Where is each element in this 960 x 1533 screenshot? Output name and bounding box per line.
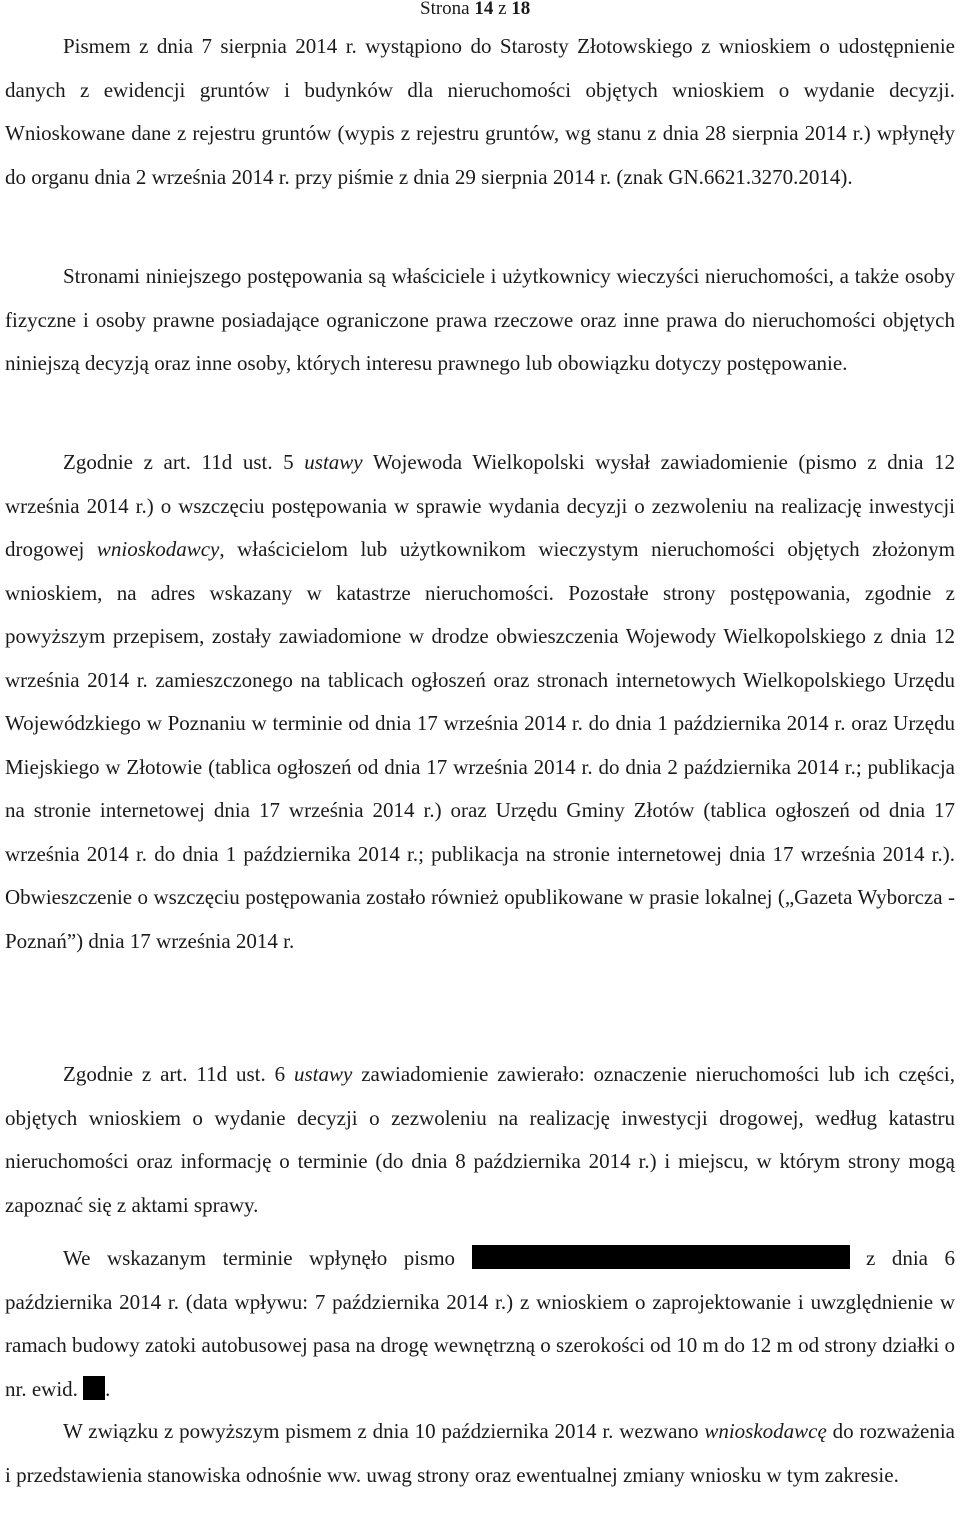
paragraph-letter-received [5,1237,955,1411]
paragraph-text: Pismem z dnia 7 sierpnia 2014 r. wystąpiono do Starosty Złotowskiego z wnioskiem o udostępnienie danych z ewidencji gruntów i budynków dla nieruchomości objętych wnioskiem o wydanie decyzji. Wnioskowane dane z rejestru gruntów (wypis z rejestru gruntów, wg stanu z dnia 28 sierpnia 2014 r.) wpłynęły do organu dnia 2 września 2014 r. przy piśmie z dnia 29 sierpnia 2014 r. (znak GN.6621.3270.2014). [5,34,955,189]
paragraph-text-part: We wskazanym terminie wpłynęło pismo [63,1246,472,1270]
paragraph-text-part: W związku z powyższym pismem z dnia 10 października 2014 r. wezwano [63,1419,705,1443]
paragraph-text-part: , właścicielom lub użytkownikom wieczystym nieruchomości objętych złożonym wnioskiem, na adres wskazany w katastrze nieruchomości. Pozostałe strony postępowania, zgodnie z powyższym przepisem, zostały zawiadomione w drodze obwieszczenia Wojewody Wielkopolskiego z dnia 12 września 2014 r. zamieszczonego na tablicach ogłoszeń oraz stronach internetowych Wielkopolskiego Urzędu Wojewódzkiego w Poznaniu w terminie od dnia 17 września 2014 r. do dnia 1 października 2014 r. oraz Urzędu Miejskiego w Złotowie (tablica ogłoszeń od dnia 17 września 2014 r. do dnia 2 października 2014 r.; publikacja na stronie internetowej dnia 17 września 2014 r.) oraz Urzędu Gminy Złotów (tablica ogłoszeń od dnia 17 września 2014 r. do dnia 1 października 2014 r.; publikacja na stronie internetowej dnia 17 września 2014 r.). Obwieszczenie o wszczęciu postępowania zostało również opublikowane w prasie lokalnej („Gazeta Wyborcza - Poznań”) dnia 17 września 2014 r. [5,537,955,953]
italic-term: wnioskodawcę [704,1419,827,1443]
paragraph-notification [5,441,955,963]
paragraph-data-request [5,25,955,199]
paragraph-text: Stronami niniejszego postępowania są właściciele i użytkownicy wieczyści nieruchomości, a także osoby fizyczne i osoby prawne posiadające ograniczone prawa rzeczowe oraz inne prawa do nieruchomości objętych niniejszą decyzją oraz inne osoby, których interesu prawnego lub obowiązku dotyczy postępowanie. [5,264,955,375]
paragraph-text-part: zawiadomienie zawierało: oznaczenie nieruchomości lub ich części, objętych wnioskiem o wydanie decyzji o zezwoleniu na realizację inwestycji drogowej, według katastru nieruchomości oraz informację o terminie (do dnia 8 października 2014 r.) i miejscu, w którym strony mogą zapoznać się z aktami sprawy. [5,1062,955,1217]
page-number: 14 [474,0,494,19]
paragraph-text-part: z dnia 6 października 2014 r. (data wpływu: 7 października 2014 r.) z wnioskiem o zaprojektowanie i uwzględnienie w ramach budowy zatoki autobusowej pasa na drogę wewnętrzną o szerokości od 10 m do 12 m od strony działki o nr. ewid. [5,1246,956,1401]
paragraph-text-part: Wojewoda Wielkopolski wysłał zawiadomienie (pismo z dnia 12 września 2014 r.) o wszczęciu postępowania w sprawie wydania decyzji o zezwoleniu na realizację inwestycji drogowej [5,450,955,561]
paragraph-text-part: do rozważenia i przedstawienia stanowiska odnośnie ww. uwag strony oraz ewentualnej zmiany wniosku w tym zakresie. [5,1419,956,1487]
page-separator: z [498,0,507,19]
italic-term: ustawy [304,450,363,474]
italic-term: wnioskodawcy [96,537,220,561]
paragraph-parties [5,255,955,386]
paragraph-summons [5,1410,955,1497]
redaction-block [83,1376,105,1400]
paragraph-text-part: Zgodnie z art. 11d ust. 5 [63,450,305,474]
paragraph-notification-content [5,1053,955,1227]
page-header [420,0,530,20]
redaction-block [472,1245,850,1269]
italic-term: ustawy [293,1062,353,1086]
page-total: 18 [511,0,531,19]
paragraph-text-part: . [105,1376,111,1401]
page-label: Strona [420,0,470,19]
paragraph-text-part: Zgodnie z art. 11d ust. 6 [63,1062,294,1086]
